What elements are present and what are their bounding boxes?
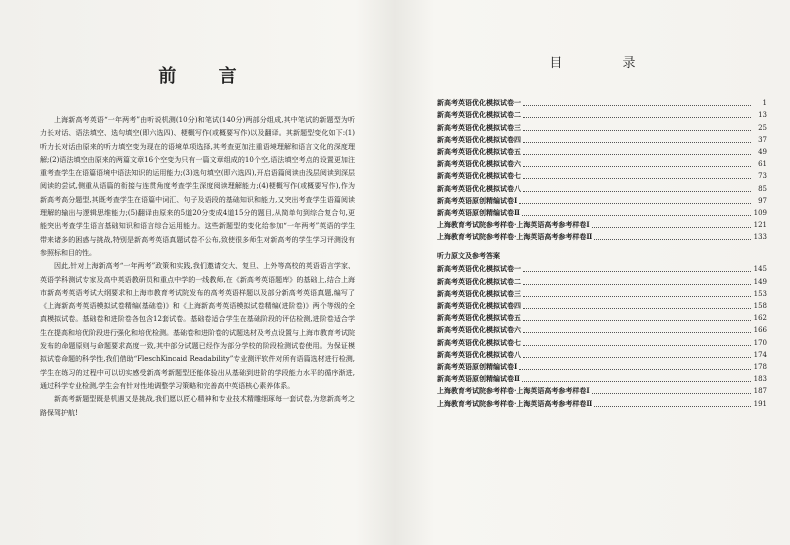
toc-entry-page: 191: [753, 399, 767, 408]
toc-entry[interactable]: [437, 182, 767, 194]
toc-entry-label: 上海教育考试院参考样卷·上海英语高考参考样卷Ⅱ: [437, 232, 593, 242]
toc-leader-dots: [522, 215, 751, 216]
toc-leader-dots: [523, 332, 751, 333]
toc-entry-page: 174: [753, 350, 767, 359]
preface-body: [40, 114, 355, 420]
toc-section-heading: 听力原文及参考答案: [437, 251, 500, 261]
toc-entry-page: 85: [758, 184, 767, 193]
toc-page: [395, 0, 790, 545]
toc-entry-label: 新高考英语优化模拟试卷三: [437, 122, 521, 132]
toc-entry-page: 187: [753, 387, 767, 396]
toc-entry-page: 178: [753, 362, 767, 371]
toc-title: 目 录: [549, 56, 664, 71]
toc-entry-label: 新高考英语原创精编试卷Ⅰ: [437, 361, 518, 371]
toc-entry-label: 新高考英语优化模拟试卷二: [437, 110, 521, 120]
toc-leader-dots: [523, 130, 751, 131]
toc-entry[interactable]: [437, 263, 767, 275]
toc-entry-page: 109: [753, 208, 767, 217]
toc-entry[interactable]: [437, 312, 767, 324]
toc-section-tests: [437, 97, 767, 243]
toc-entry-label: 新高考英语原创精编试卷Ⅱ: [437, 374, 520, 384]
toc-entry[interactable]: [437, 207, 767, 219]
toc-leader-dots: [523, 345, 751, 346]
toc-entry-label: 新高考英语优化模拟试卷五: [437, 313, 521, 323]
toc-entry-label: 新高考英语优化模拟试卷六: [437, 325, 521, 335]
toc-entry[interactable]: [437, 97, 767, 109]
toc-entry[interactable]: [437, 385, 767, 397]
toc-entry-label: 新高考英语优化模拟试卷四: [437, 134, 521, 144]
preface-paragraph: 上海新高考英语“一年两考”由听说机测(10分)和笔试(140分)两部分组成,其中笔试的新题型为听力长对话、语法填空、选句填空(即六选四)、梗概写作(或概要写作)以及翻译。其新题型变化如下:(1)听力长对话由原来的听力填空变为现在的语境单项选择,其考查更加注重语境理解和语言文化的深度理解;(2)语法填空由原来的两篇文章16个空变为只有一篇文章组成的10个空,语法填空考点的设置更加注重考查学生在语篇语境中语法知识的运用能力;(3)选句填空(即六选四),开启语篇阅读由浅层阅读到深层阅读的尝试,侧重从语篇的衔接与连贯角度考查学生深度阅读理解能力;(4)梗概写作(或概要写作),作为新高考高分题型,其既考查学生在语篇中词汇、句子及语段的基础知识和能力,又突出考查学生语篇阅读理解的输出与逻辑思维能力;(5)翻译由原来的5道20分变成4道15分的题目,从简单句到综合复合句,更能突出考查学生语言基础知识和语言综合运用能力。这些新题型的变化给参加“一年两考”英语的学生带来诸多的困惑与挑战,特别是新高考英语真题试卷不公布,致使很多师生对新高考的学生学习评测没有参照标和目的性。: [40, 116, 355, 257]
toc-entry-page: 145: [753, 265, 767, 274]
toc-entry-label: 上海教育考试院参考样卷·上海英语高考参考样卷Ⅰ: [437, 220, 590, 230]
toc-entry[interactable]: [437, 219, 767, 231]
toc-entry[interactable]: [437, 324, 767, 336]
toc-entry-page: 162: [753, 314, 767, 323]
toc-entry[interactable]: [437, 134, 767, 146]
toc-leader-dots: [523, 284, 751, 285]
toc-entry-label: 新高考英语优化模拟试卷六: [437, 159, 521, 169]
toc-entry-page: 37: [758, 135, 767, 144]
toc-list: [437, 97, 767, 410]
toc-entry[interactable]: [437, 300, 767, 312]
toc-entry[interactable]: [437, 195, 767, 207]
toc-entry-page: 153: [753, 289, 767, 298]
toc-entry-label: 新高考英语优化模拟试卷四: [437, 301, 521, 310]
toc-leader-dots: [592, 393, 751, 394]
toc-entry-page: 73: [758, 172, 767, 181]
toc-entry-label: 新高考英语优化模拟试卷五: [437, 146, 521, 156]
toc-entry-page: 183: [753, 375, 767, 384]
toc-entry[interactable]: [437, 158, 767, 170]
toc-entry[interactable]: [437, 146, 767, 158]
toc-entry-label: 新高考英语优化模拟试卷一: [437, 98, 521, 108]
toc-entry[interactable]: [437, 288, 767, 300]
toc-entry-page: 1: [762, 99, 767, 108]
toc-entry[interactable]: [437, 121, 767, 133]
toc-entry-page: 121: [753, 221, 767, 230]
toc-leader-dots: [523, 105, 751, 106]
toc-entry-label: 新高考英语优化模拟试卷八: [437, 349, 521, 359]
toc-entry-label: 新高考英语优化模拟试卷七: [437, 337, 521, 347]
toc-leader-dots: [523, 166, 751, 167]
preface-paragraph: 因此,针对上海新高考“一年两考”政策和实践,我们邀请交大、复旦、上外等高校的英语语言学家、英语学科测试专家及高中英语教研员和重点中学的一线教师,在《新高考英语题库》的基础上,结合上海市新高考英语考试大纲要求和上海市教育考试院发布的高考英语样题以及部分新高考英语真题,编写了《上海新高考英语模拟试卷精编(基础卷)》和《上海新高考英语模拟试卷精编(进阶卷)》两个等级的全真模拟试卷。基础卷和进阶卷各包含12套试卷。基础卷适合学生在基础阶段的评估检测,进阶卷适合学生在提高和培优阶段进行强化和培优检测。基础卷和进阶卷的试题选材及考点设置与上海市教育考试院发布的命题原则与命题要求高度一致,其中部分试题已经作为部分学校的阶段检测试卷使用。为保证模拟试卷命题的科学性,我们借助“FleschKincaid Readability”专业测评软件对所有语篇选材进行检测,学生在练习的过程中可以切实感受新高考新题型还能体验出从基础到进阶的学段能力水平的循序渐进,通过科学专业检测,学生会有针对性地调整学习策略和完善高中英语核心素养体系。: [40, 262, 355, 390]
toc-leader-dots: [594, 239, 751, 240]
toc-entry-label: 新高考英语优化模拟试卷三: [437, 288, 521, 298]
toc-leader-dots: [523, 178, 751, 179]
toc-entry-label: 新高考英语优化模拟试卷八: [437, 183, 521, 193]
toc-leader-dots: [523, 142, 751, 143]
toc-leader-dots: [523, 308, 751, 309]
toc-entry-page: 166: [753, 326, 767, 335]
toc-entry-label: 新高考英语优化模拟试卷二: [437, 276, 521, 286]
toc-entry[interactable]: [437, 397, 767, 409]
toc-leader-dots: [523, 191, 751, 192]
toc-entry-label: 新高考英语优化模拟试卷七: [437, 171, 521, 181]
toc-leader-dots: [523, 320, 751, 321]
toc-entry[interactable]: [437, 109, 767, 121]
toc-entry-label: 新高考英语优化模拟试卷一: [437, 264, 521, 274]
preface-title: 前 言: [158, 66, 255, 87]
toc-leader-dots: [592, 227, 751, 228]
toc-entry[interactable]: [437, 373, 767, 385]
toc-entry-label: 新高考英语原创精编试卷Ⅱ: [437, 207, 520, 217]
toc-leader-dots: [523, 154, 751, 155]
toc-entry-label: 上海教育考试院参考样卷·上海英语高考参考样卷Ⅰ: [437, 386, 590, 396]
toc-entry-page: 149: [753, 277, 767, 286]
toc-section-answers: [437, 263, 767, 409]
toc-leader-dots: [594, 406, 751, 407]
toc-leader-dots: [523, 357, 751, 358]
toc-entry[interactable]: [437, 336, 767, 348]
toc-entry-label: 新高考英语原创精编试卷Ⅰ: [437, 195, 518, 205]
toc-leader-dots: [519, 369, 751, 370]
toc-entry-label: 上海教育考试院参考样卷·上海英语高考参考样卷Ⅱ: [437, 398, 593, 408]
toc-entry-page: 13: [758, 111, 767, 120]
toc-entry-page: 133: [753, 233, 767, 242]
toc-entry[interactable]: [437, 231, 767, 243]
toc-entry[interactable]: [437, 275, 767, 287]
toc-entry[interactable]: [437, 170, 767, 182]
toc-entry-page: 25: [758, 123, 767, 132]
toc-entry[interactable]: [437, 361, 767, 373]
toc-entry[interactable]: [437, 349, 767, 361]
toc-entry-page: 158: [753, 302, 767, 310]
toc-leader-dots: [523, 271, 751, 272]
toc-leader-dots: [523, 296, 751, 297]
preface-paragraph: 新高考新题型既是机遇又是挑战,我们愿以匠心精神和专业技术精雕细琢每一套试卷,为您新高考之路保驾护航!: [40, 395, 355, 417]
toc-leader-dots: [523, 117, 751, 118]
toc-entry-page: 61: [758, 160, 767, 169]
toc-leader-dots: [519, 203, 751, 204]
toc-entry-page: 170: [753, 338, 767, 347]
toc-entry-page: 49: [758, 147, 767, 156]
toc-entry-page: 97: [758, 196, 767, 205]
toc-leader-dots: [522, 381, 751, 382]
